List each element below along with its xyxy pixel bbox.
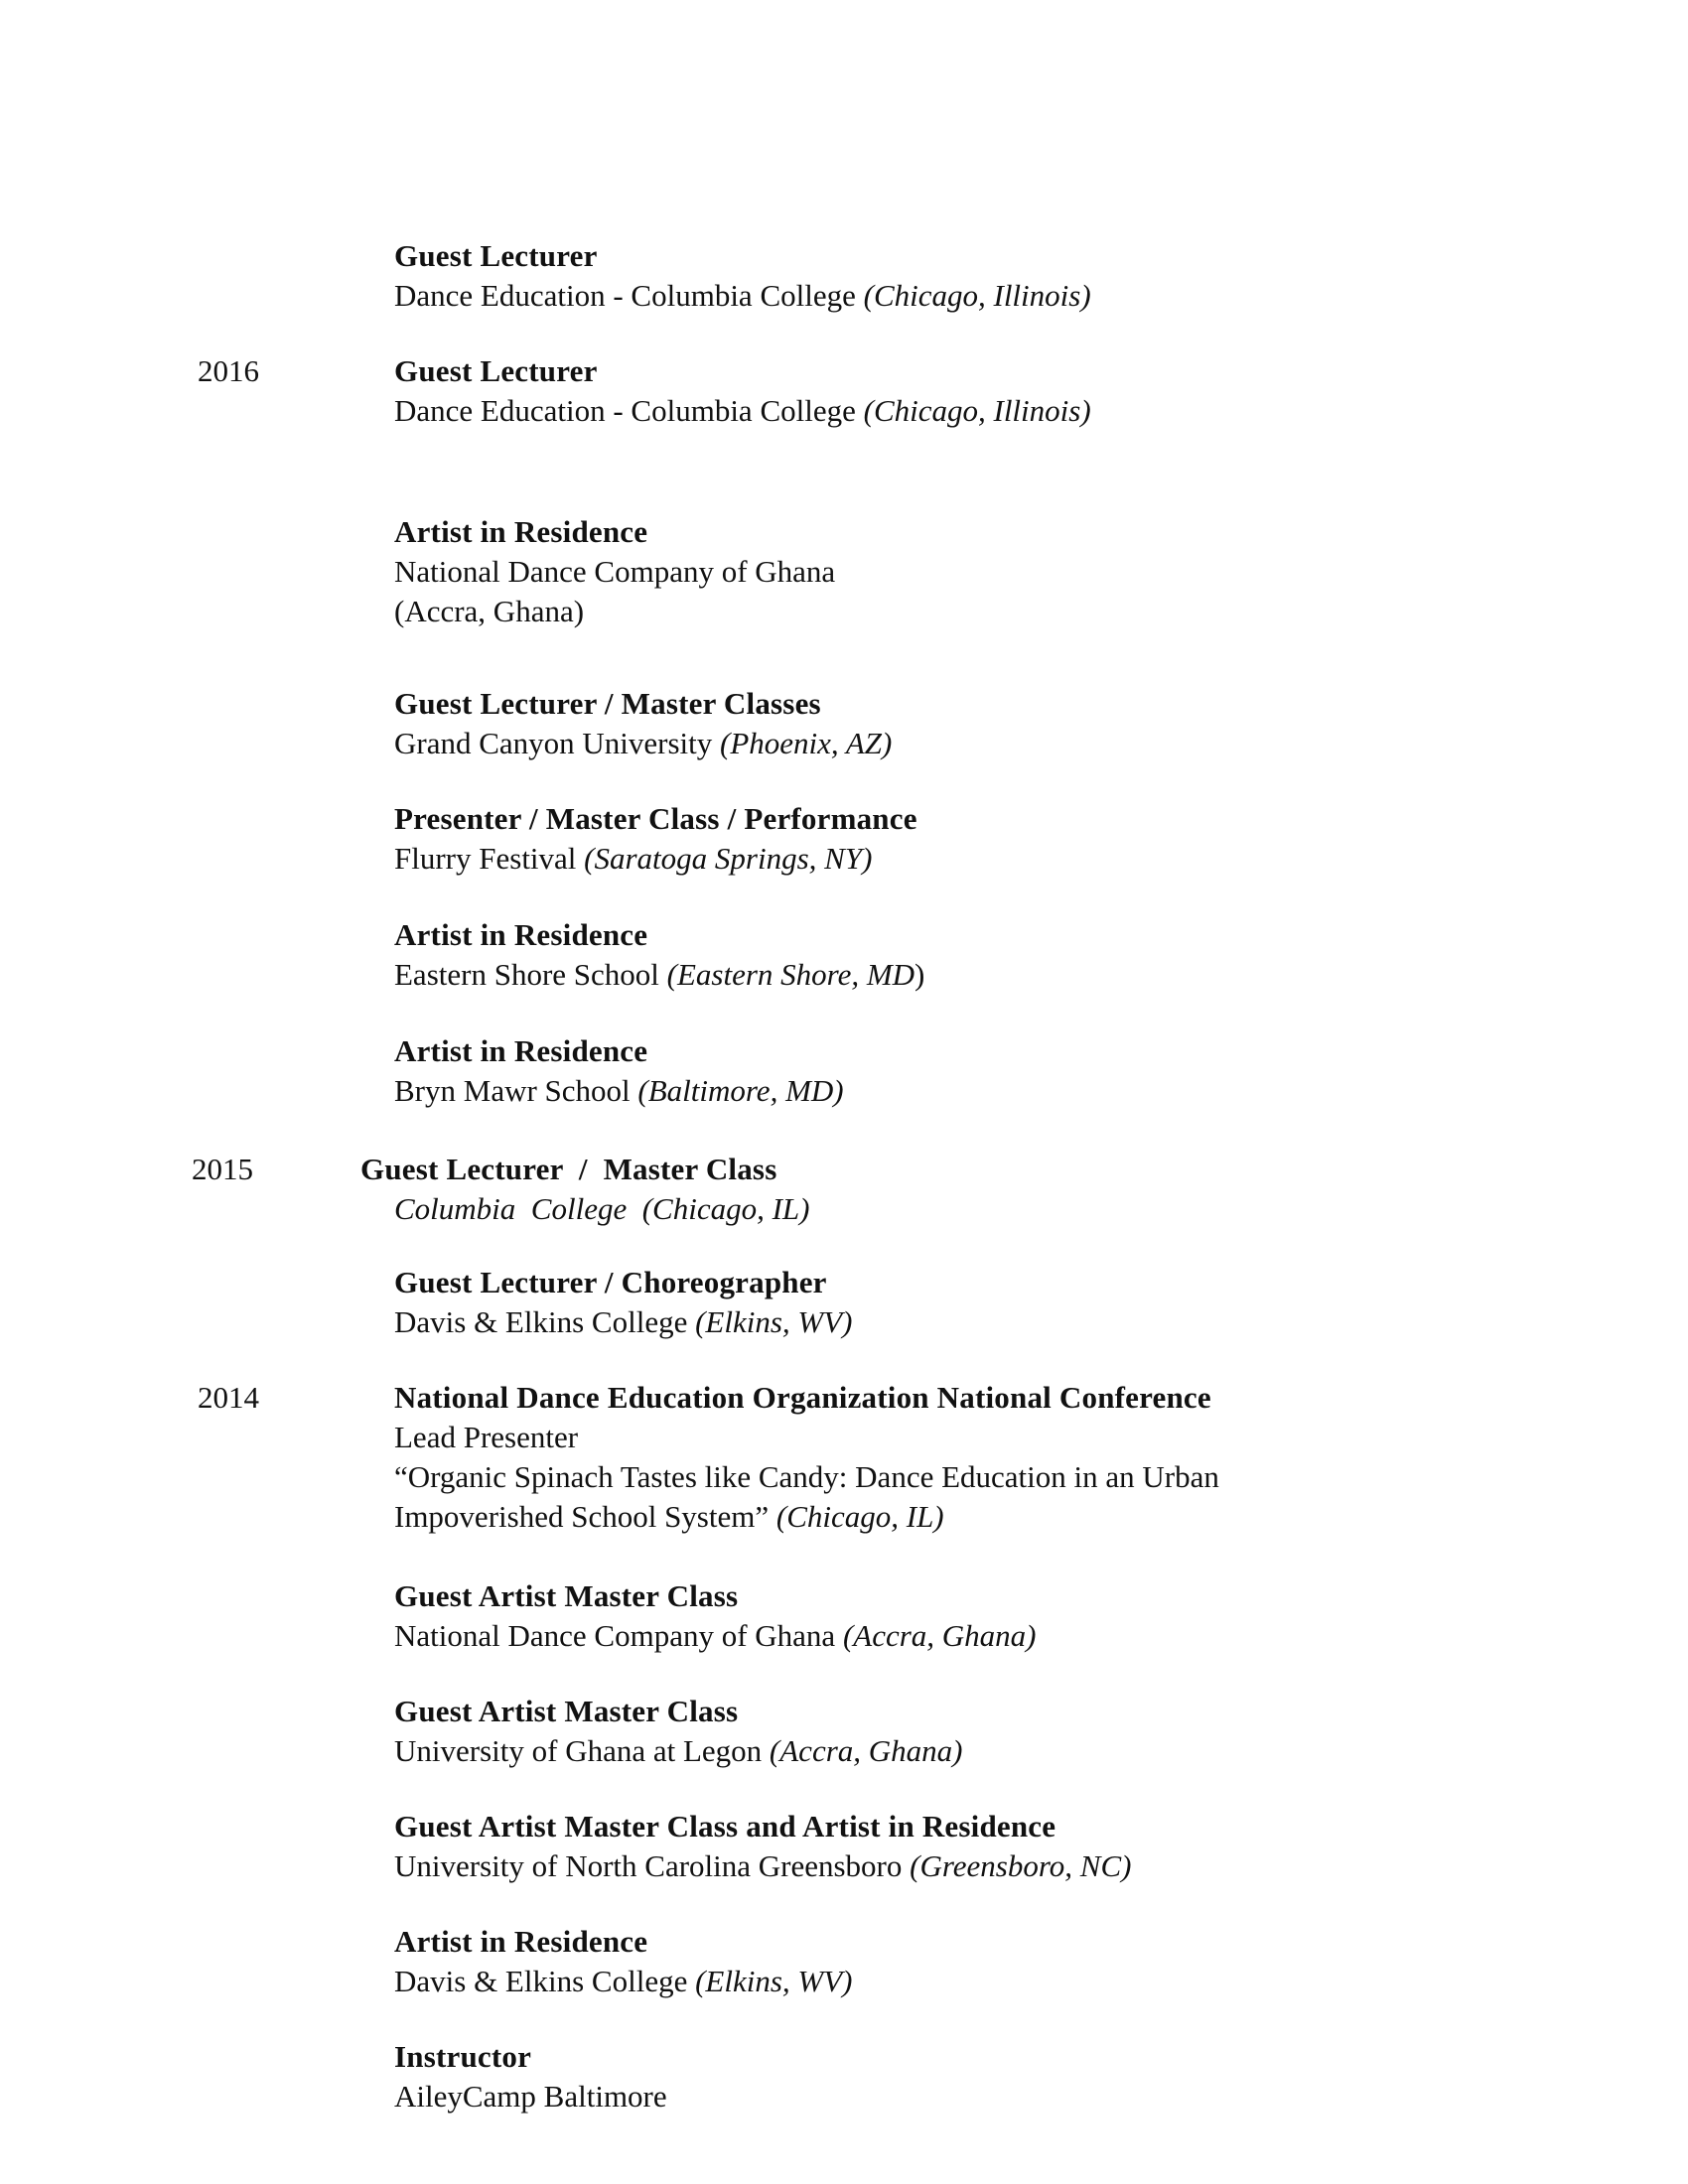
entry-location: Columbia College (Chicago, IL) xyxy=(394,1191,810,1226)
entry-grand-canyon xyxy=(394,684,1387,763)
entry-ndeo-conference xyxy=(394,1378,1387,1537)
entry-title: Artist in Residence xyxy=(394,1033,648,1068)
entry-title: Presenter / Master Class / Performance xyxy=(394,801,917,836)
entry-location: (Baltimore, MD) xyxy=(637,1073,844,1108)
year-2014: 2014 xyxy=(198,1380,259,1415)
entry-detail xyxy=(394,839,1387,879)
entry-role: Lead Presenter xyxy=(394,1420,579,1454)
entry-location: (Chicago, Illinois) xyxy=(863,278,1091,313)
entry-location: (Eastern Shore, MD xyxy=(666,957,915,992)
entry-org: University of Ghana at Legon xyxy=(394,1733,770,1768)
entry-org: University of North Carolina Greensboro xyxy=(394,1848,911,1883)
entry-org: National Dance Company of Ghana xyxy=(394,1618,843,1653)
entry-guest-lecturer-columbia-1 xyxy=(394,236,1387,316)
year-2015: 2015 xyxy=(192,1152,253,1186)
entry-location: (Accra, Ghana) xyxy=(394,594,585,628)
entry-detail xyxy=(394,1071,1387,1111)
entry-org: AileyCamp Baltimore xyxy=(394,2079,667,2114)
entry-detail xyxy=(394,724,1387,763)
entry-guest-lecturer-columbia-2 xyxy=(394,351,1387,431)
entry-org: Flurry Festival xyxy=(394,841,585,876)
entry-title: Guest Artist Master Class xyxy=(394,1578,739,1613)
entry-davis-elkins-choreographer xyxy=(394,1263,1387,1342)
entry-org: Bryn Mawr School xyxy=(394,1073,638,1108)
entry-location: (Greensboro, NC) xyxy=(910,1848,1132,1883)
entry-talk-title-line2: Impoverished School System” xyxy=(394,1499,776,1534)
entry-location: (Saratoga Springs, NY) xyxy=(584,841,873,876)
entry-title: Artist in Residence xyxy=(394,1924,648,1959)
entry-org: Grand Canyon University xyxy=(394,726,721,760)
entry-detail xyxy=(394,955,1387,995)
entry-title: Artist in Residence xyxy=(394,514,648,549)
entry-talk-title-line1: “Organic Spinach Tastes like Candy: Dance Education in an Urban xyxy=(394,1459,1219,1494)
entry-artist-residence-ghana xyxy=(394,512,1387,631)
entry-bryn-mawr xyxy=(394,1031,1387,1111)
entry-org: Davis & Elkins College xyxy=(394,1964,696,1998)
entry-detail xyxy=(394,276,1387,316)
entry-detail xyxy=(394,1962,1387,2001)
entry-org: Dance Education - Columbia College xyxy=(394,393,864,428)
entry-aileycamp xyxy=(394,2037,1387,2116)
entry-detail xyxy=(394,1302,1387,1342)
entry-location: (Accra, Ghana) xyxy=(769,1733,963,1768)
entry-davis-elkins-residence xyxy=(394,1922,1387,2001)
entry-master-class-ghana-company xyxy=(394,1576,1387,1656)
entry-org: Dance Education - Columbia College xyxy=(394,278,864,313)
entry-org: Davis & Elkins College xyxy=(394,1304,696,1339)
entry-location: (Phoenix, AZ) xyxy=(720,726,893,760)
entry-detail xyxy=(394,1846,1387,1886)
entry-org: National Dance Company of Ghana xyxy=(394,554,836,589)
entry-title: Guest Artist Master Class and Artist in Residence xyxy=(394,1809,1056,1843)
entry-unc-greensboro xyxy=(394,1807,1387,1886)
entry-location: (Chicago, IL) xyxy=(775,1499,944,1534)
entry-columbia-master-class xyxy=(360,1150,1353,1229)
entry-title: Artist in Residence xyxy=(394,917,648,952)
entry-title: Guest Lecturer xyxy=(394,238,598,273)
entry-detail xyxy=(394,1731,1387,1771)
entry-org: Eastern Shore School xyxy=(394,957,667,992)
entry-master-class-legon xyxy=(394,1692,1387,1771)
year-2016: 2016 xyxy=(198,353,259,388)
entry-title: Guest Artist Master Class xyxy=(394,1694,739,1728)
entry-title: Guest Lecturer / Master Class xyxy=(360,1152,777,1186)
entry-detail xyxy=(394,391,1387,431)
entry-eastern-shore xyxy=(394,915,1387,995)
entry-location: (Elkins, WV) xyxy=(695,1304,853,1339)
entry-location: (Chicago, Illinois) xyxy=(863,393,1091,428)
entry-detail xyxy=(394,1497,1387,1537)
entry-title: Guest Lecturer / Choreographer xyxy=(394,1265,827,1299)
entry-location: (Accra, Ghana) xyxy=(842,1618,1037,1653)
entry-location: (Elkins, WV) xyxy=(695,1964,853,1998)
entry-title: Guest Lecturer xyxy=(394,353,598,388)
entry-title: Guest Lecturer / Master Classes xyxy=(394,686,821,721)
entry-flurry-festival xyxy=(394,799,1387,879)
entry-title: National Dance Education Organization National Conference xyxy=(394,1380,1211,1415)
entry-location-end: ) xyxy=(914,957,925,992)
entry-detail xyxy=(394,1616,1387,1656)
entry-title: Instructor xyxy=(394,2039,532,2074)
entry-detail xyxy=(360,1189,1353,1229)
